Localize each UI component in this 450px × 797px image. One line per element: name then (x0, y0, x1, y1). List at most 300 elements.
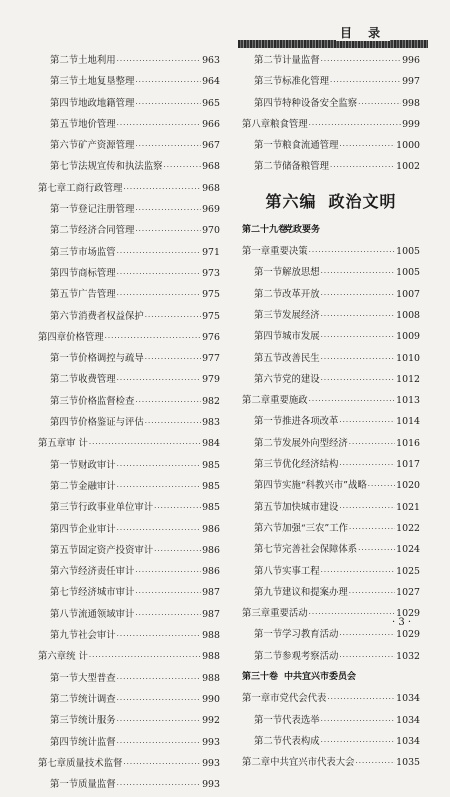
entry-page: 1035 (396, 757, 420, 769)
entry-number: 第二节 (254, 55, 283, 66)
toc-right-bottom (242, 222, 420, 776)
entry-number: 第五节 (254, 501, 283, 513)
entry-title: 重要活动 (270, 608, 308, 620)
entry-title: 粮食流通管理 (282, 140, 339, 152)
dot-leader (321, 717, 395, 725)
toc-entry-section[interactable] (242, 733, 420, 754)
entry-title: 审 计 (66, 438, 88, 450)
entry-number: 第一节 (50, 779, 79, 791)
entry-number: 第七章 (38, 757, 67, 769)
entry-title: 标准化管理 (282, 76, 330, 88)
entry-title: 建议和提案办理 (282, 586, 348, 598)
toc-entry-section[interactable] (242, 477, 420, 498)
dot-leader (105, 334, 201, 342)
entry-number: 第五节 (50, 289, 79, 301)
entry-number: 第二节 (254, 288, 283, 300)
entry-number: 第二节 (50, 55, 79, 66)
entry-page: 1029 (396, 629, 420, 641)
entry-title: 财政审计 (78, 459, 116, 471)
entry-page: 986 (202, 523, 220, 535)
entry-number: 第八章 (242, 118, 271, 130)
toc-entry-section[interactable] (38, 563, 220, 584)
entry-number: 第三节 (254, 459, 283, 471)
dot-leader (117, 696, 201, 704)
entry-title: 中共宜兴市委员会 (284, 672, 357, 683)
dot-leader (321, 291, 395, 299)
dot-leader (321, 333, 395, 341)
toc-entry-section[interactable] (38, 350, 220, 371)
entry-page: 1002 (396, 161, 420, 173)
toc-entry-section[interactable] (38, 776, 220, 797)
entry-number: 第二章 (242, 395, 271, 407)
entry-title: 商标管理 (78, 267, 116, 279)
entry-title: 广告管理 (78, 289, 116, 301)
dot-leader (368, 482, 395, 490)
dot-leader (145, 419, 201, 427)
entry-number: 第七节 (254, 544, 283, 556)
entry-title: 矿产资源管理 (78, 140, 135, 152)
entry-page: 1021 (396, 501, 420, 513)
toc-entry-section[interactable] (38, 457, 220, 478)
entry-title: 重要决策 (270, 246, 308, 258)
entry-page: 990 (202, 693, 220, 705)
toc-entry-section[interactable] (38, 521, 220, 542)
entry-page: 969 (202, 204, 220, 216)
toc-entry-section[interactable] (38, 286, 220, 307)
toc-entry-section[interactable] (38, 137, 220, 158)
entry-page: 975 (202, 289, 220, 301)
entry-number: 第九节 (50, 630, 79, 642)
entry-title: 经济责任审计 (78, 566, 135, 578)
entry-title: 统 计 (66, 651, 88, 663)
entry-page: 966 (202, 118, 220, 130)
dot-leader (117, 526, 201, 534)
entry-number: 第三节 (50, 502, 79, 514)
toc-entry-section[interactable] (38, 670, 220, 691)
entry-title: 价格监督检查 (78, 395, 135, 407)
toc-entry-chapter[interactable] (242, 690, 420, 711)
dot-leader (321, 568, 395, 576)
entry-number: 第一节 (254, 140, 283, 152)
header-rule (238, 40, 428, 48)
toc-entry-section[interactable] (38, 627, 220, 648)
toc-entry-section[interactable] (242, 456, 420, 477)
dot-leader (349, 525, 395, 533)
entry-title: 加强“三农”工作 (282, 522, 348, 534)
toc-entry-section[interactable] (38, 734, 220, 755)
entry-number: 第二节 (254, 650, 283, 662)
entry-page: 1016 (396, 437, 420, 449)
dot-leader (339, 504, 395, 512)
toc-entry-section[interactable] (38, 265, 220, 286)
toc-entry-section[interactable] (38, 52, 220, 73)
entry-title: 改革开放 (282, 288, 320, 300)
toc-entry-section[interactable] (242, 264, 420, 285)
part-heading (242, 180, 420, 222)
entry-page: 986 (202, 566, 220, 578)
entry-title: 解放思想 (282, 267, 320, 279)
toc-entry-section[interactable] (38, 691, 220, 712)
entry-page: 967 (202, 140, 220, 152)
dot-leader (321, 269, 395, 277)
entry-number: 第一节 (50, 353, 79, 365)
entry-title: 加快城市建设 (282, 501, 339, 513)
dot-leader (349, 440, 395, 448)
entry-page: 993 (202, 757, 220, 769)
entry-page: 993 (202, 736, 220, 748)
dot-leader (309, 397, 395, 405)
toc-entry-section[interactable] (242, 499, 420, 520)
dot-leader (154, 547, 201, 555)
entry-page: 992 (202, 715, 220, 727)
entry-title: 中共宜兴市代表大会 (270, 757, 355, 769)
entry-title: 登记注册管理 (78, 204, 135, 216)
toc-entry-chapter[interactable] (38, 648, 220, 669)
entry-number: 第七章 (38, 182, 67, 194)
toc-entry-vol[interactable] (242, 222, 420, 243)
toc-entry-section[interactable] (242, 371, 420, 392)
entry-title: 粮食管理 (270, 118, 308, 130)
entry-number: 第六节 (50, 310, 79, 322)
entry-title: 推进各项改革 (282, 416, 339, 428)
entry-number: 第三节 (50, 76, 79, 88)
dot-leader (330, 78, 401, 86)
entry-page: 1005 (396, 246, 420, 258)
dot-leader (349, 589, 395, 597)
entry-number: 第一节 (50, 204, 79, 216)
entry-page: 1005 (396, 267, 420, 279)
toc-right-top (242, 52, 420, 180)
entry-title: 企业审计 (78, 523, 116, 535)
entry-number: 第四节 (50, 417, 79, 429)
dot-leader (145, 313, 201, 321)
entry-number: 第二节 (254, 161, 283, 173)
dot-leader (135, 142, 201, 150)
toc-entry-section[interactable] (242, 648, 420, 669)
entry-number: 第二节 (50, 693, 79, 705)
entry-title: 代表构成 (282, 735, 320, 747)
toc-entry-chapter[interactable] (38, 755, 220, 776)
entry-number: 第四节 (50, 523, 79, 535)
dot-leader (135, 589, 201, 597)
entry-page: 985 (202, 459, 220, 471)
entry-page: 997 (402, 76, 420, 88)
toc-entry-section[interactable] (242, 350, 420, 371)
toc-entry-chapter[interactable] (242, 754, 420, 775)
entry-page: 1007 (396, 288, 420, 300)
entry-number: 第四节 (254, 331, 283, 343)
dot-leader (117, 781, 201, 789)
entry-title: 党的建设 (282, 373, 320, 385)
entry-title: 地政地籍管理 (78, 97, 135, 109)
toc-entry-section[interactable] (242, 73, 420, 94)
dot-leader (135, 78, 201, 86)
toc-entry-section[interactable] (38, 222, 220, 243)
dot-leader (117, 121, 201, 129)
toc-entry-section[interactable] (242, 328, 420, 349)
entry-number: 第四节 (50, 267, 79, 279)
entry-page: 964 (202, 76, 220, 88)
toc-entry-section[interactable] (242, 52, 420, 73)
entry-page: 1000 (396, 140, 420, 152)
entry-title: 代表选举 (282, 714, 320, 726)
dot-leader (358, 100, 401, 108)
toc-entry-section[interactable] (38, 414, 220, 435)
entry-title: 党政要务 (284, 224, 321, 235)
entry-page: 975 (202, 310, 220, 322)
entry-title: 实事工程 (282, 565, 320, 577)
entry-title: 土地复垦整理 (78, 76, 135, 88)
entry-number: 第五节 (50, 118, 79, 130)
toc-entry-vol[interactable] (242, 669, 420, 690)
dot-leader (117, 675, 201, 683)
dot-leader (321, 376, 395, 384)
toc-entry-section[interactable] (38, 712, 220, 733)
entry-title: 流通领域审计 (78, 608, 135, 620)
entry-title: 学习教育活动 (282, 629, 339, 641)
entry-page: 1032 (396, 650, 420, 662)
dot-leader (339, 418, 395, 426)
part-title: 政治文明 (328, 192, 397, 212)
dot-leader (89, 440, 201, 448)
entry-title: 完善社会保障体系 (282, 544, 358, 556)
entry-page: 1027 (396, 586, 420, 598)
entry-number: 第四节 (50, 736, 79, 748)
entry-page: 1034 (396, 735, 420, 747)
entry-number: 第一节 (254, 629, 283, 641)
dot-leader (117, 717, 201, 725)
entry-title: 工商行政管理 (66, 182, 123, 194)
entry-title: 行政事业单位审计 (78, 502, 154, 514)
toc-entry-section[interactable] (242, 435, 420, 456)
toc-right-column (242, 52, 420, 776)
entry-page: 968 (202, 182, 220, 194)
entry-title: 质量监督 (78, 779, 116, 791)
entry-title: 价格鉴证与评估 (78, 417, 144, 429)
entry-page: 1025 (396, 565, 420, 577)
entry-page: 977 (202, 353, 220, 365)
entry-page: 984 (202, 438, 220, 450)
entry-page: 988 (202, 630, 220, 642)
entry-title: 统计调查 (78, 693, 116, 705)
dot-leader (117, 270, 201, 278)
dot-leader (117, 739, 201, 747)
dot-leader (154, 504, 201, 512)
entry-page: 998 (402, 97, 420, 109)
entry-number: 第七节 (50, 587, 79, 599)
dot-leader (117, 483, 201, 491)
entry-page: 1014 (396, 416, 420, 428)
dot-leader (117, 376, 201, 384)
toc-entry-chapter[interactable] (242, 116, 420, 137)
toc-entry-section[interactable] (242, 95, 420, 116)
dot-leader (356, 759, 396, 767)
entry-title: 金融审计 (78, 480, 116, 492)
entry-number: 第二节 (50, 374, 79, 386)
entry-title: 计量监督 (282, 55, 320, 66)
entry-number: 第一节 (254, 267, 283, 279)
dot-leader (321, 355, 395, 363)
entry-number: 第三节 (50, 715, 79, 727)
dot-leader (327, 695, 395, 703)
toc-left-column (38, 52, 220, 797)
entry-page: 987 (202, 587, 220, 599)
toc-entry-section[interactable] (38, 158, 220, 179)
entry-page: 965 (202, 97, 220, 109)
entry-title: 土地利用 (78, 55, 116, 66)
entry-page: 979 (202, 374, 220, 386)
entry-number: 第一节 (254, 416, 283, 428)
entry-title: 发展外向型经济 (282, 437, 348, 449)
entry-number: 第二节 (50, 225, 79, 237)
entry-number: 第四节 (254, 97, 283, 109)
entry-number: 第五节 (254, 352, 283, 364)
toc-entry-section[interactable] (242, 520, 420, 541)
entry-number: 第二章 (242, 757, 271, 769)
entry-number: 第二节 (50, 480, 79, 492)
entry-title: 社会审计 (78, 630, 116, 642)
toc-entry-section[interactable] (38, 499, 220, 520)
entry-number: 第一章 (242, 246, 271, 258)
toc-entry-section[interactable] (242, 584, 420, 605)
entry-page: 1022 (396, 522, 420, 534)
entry-page: 1009 (396, 331, 420, 343)
entry-number: 第六节 (50, 566, 79, 578)
entry-number: 第三节 (50, 246, 79, 258)
toc-entry-section[interactable] (38, 201, 220, 222)
entry-page: 1029 (396, 608, 420, 620)
entry-title: 参观考察活动 (282, 650, 339, 662)
toc-entry-section[interactable] (38, 73, 220, 94)
entry-page: 971 (202, 246, 220, 258)
toc-entry-section[interactable] (38, 371, 220, 392)
entry-page: 976 (202, 331, 220, 343)
entry-number: 第六节 (50, 140, 79, 152)
entry-number: 第五章 (38, 438, 67, 450)
toc-entry-section[interactable] (38, 542, 220, 563)
entry-page: 1034 (396, 693, 420, 705)
entry-title: 城市发展 (282, 331, 320, 343)
entry-page: 970 (202, 225, 220, 237)
dot-leader (321, 312, 395, 320)
dot-leader (135, 227, 201, 235)
entry-number: 第二十九卷 (242, 224, 288, 235)
entry-title: 价格管理 (66, 331, 104, 343)
dot-leader (117, 57, 201, 65)
entry-page: 993 (202, 779, 220, 791)
entry-title: 质量技术监督 (66, 757, 123, 769)
entry-number: 第六章 (38, 651, 67, 663)
entry-number: 第一节 (50, 459, 79, 471)
entry-number: 第九节 (254, 586, 283, 598)
toc-entry-section[interactable] (38, 244, 220, 265)
entry-title: 重要施政 (270, 395, 308, 407)
entry-number: 第五节 (50, 544, 79, 556)
entry-title: 发展经济 (282, 309, 320, 321)
entry-page: 1008 (396, 309, 420, 321)
dot-leader (117, 462, 201, 470)
entry-page: 1017 (396, 459, 420, 471)
dot-leader (117, 291, 201, 299)
toc-entry-section[interactable] (242, 286, 420, 307)
dot-leader (309, 248, 395, 256)
entry-number: 第七节 (50, 161, 79, 173)
page-header-title: 目 录 (336, 24, 390, 41)
dot-leader (135, 611, 201, 619)
dot-leader (330, 163, 395, 171)
entry-title: 固定资产投资审计 (78, 544, 154, 556)
toc-entry-chapter[interactable] (242, 243, 420, 264)
entry-title: 法规宣传和执法监察 (78, 161, 163, 173)
entry-number: 第一节 (50, 672, 79, 684)
entry-number: 第三章 (242, 608, 271, 620)
toc-entry-section[interactable] (38, 606, 220, 627)
page-number: · 3 · (392, 617, 412, 628)
toc-entry-section[interactable] (38, 95, 220, 116)
toc-entry-section[interactable] (38, 478, 220, 499)
toc-entry-section[interactable] (38, 308, 220, 329)
dot-leader (358, 546, 395, 554)
toc-entry-chapter[interactable] (38, 435, 220, 456)
toc-entry-chapter[interactable] (38, 329, 220, 350)
entry-title: 统计服务 (78, 715, 116, 727)
entry-page: 987 (202, 608, 220, 620)
toc-entry-section[interactable] (242, 712, 420, 733)
toc-entry-section[interactable] (38, 584, 220, 605)
entry-number: 第二节 (254, 437, 283, 449)
toc-entry-section[interactable] (242, 307, 420, 328)
entry-number: 第六节 (254, 373, 283, 385)
entry-page: 988 (202, 672, 220, 684)
entry-page: 988 (202, 651, 220, 663)
dot-leader (89, 653, 201, 661)
toc-entry-section[interactable] (242, 563, 420, 584)
dot-leader (321, 57, 401, 65)
entry-number: 第四章 (38, 331, 67, 343)
toc-entry-section[interactable] (38, 393, 220, 414)
toc-entry-chapter[interactable] (38, 180, 220, 201)
entry-title: 特种设备安全监察 (282, 97, 358, 109)
entry-number: 第六节 (254, 522, 283, 534)
entry-title: 地价管理 (78, 118, 116, 130)
entry-title: 消费者权益保护 (78, 310, 144, 322)
entry-title: 优化经济结构 (282, 459, 339, 471)
entry-number: 第八节 (254, 565, 283, 577)
dot-leader (135, 206, 201, 214)
dot-leader (309, 121, 401, 129)
toc-entry-section[interactable] (242, 158, 420, 179)
toc-entry-chapter[interactable] (242, 392, 420, 413)
entry-page: 973 (202, 267, 220, 279)
toc-entry-section[interactable] (242, 137, 420, 158)
entry-number: 第四节 (50, 97, 79, 109)
toc-entry-section[interactable] (38, 116, 220, 137)
toc-entry-section[interactable] (242, 626, 420, 647)
toc-entry-section[interactable] (242, 541, 420, 562)
entry-page: 982 (202, 395, 220, 407)
entry-page: 985 (202, 502, 220, 514)
entry-page: 996 (402, 55, 420, 66)
entry-title: 大型普查 (78, 672, 116, 684)
dot-leader (117, 632, 201, 640)
entry-number: 第二节 (254, 735, 283, 747)
toc-entry-section[interactable] (242, 413, 420, 434)
part-number: 第六编 (265, 192, 317, 212)
entry-title: 经济合同管理 (78, 225, 135, 237)
entry-title: 经济城市审计 (78, 587, 135, 599)
dot-leader (135, 568, 201, 576)
entry-page: 963 (202, 55, 220, 66)
